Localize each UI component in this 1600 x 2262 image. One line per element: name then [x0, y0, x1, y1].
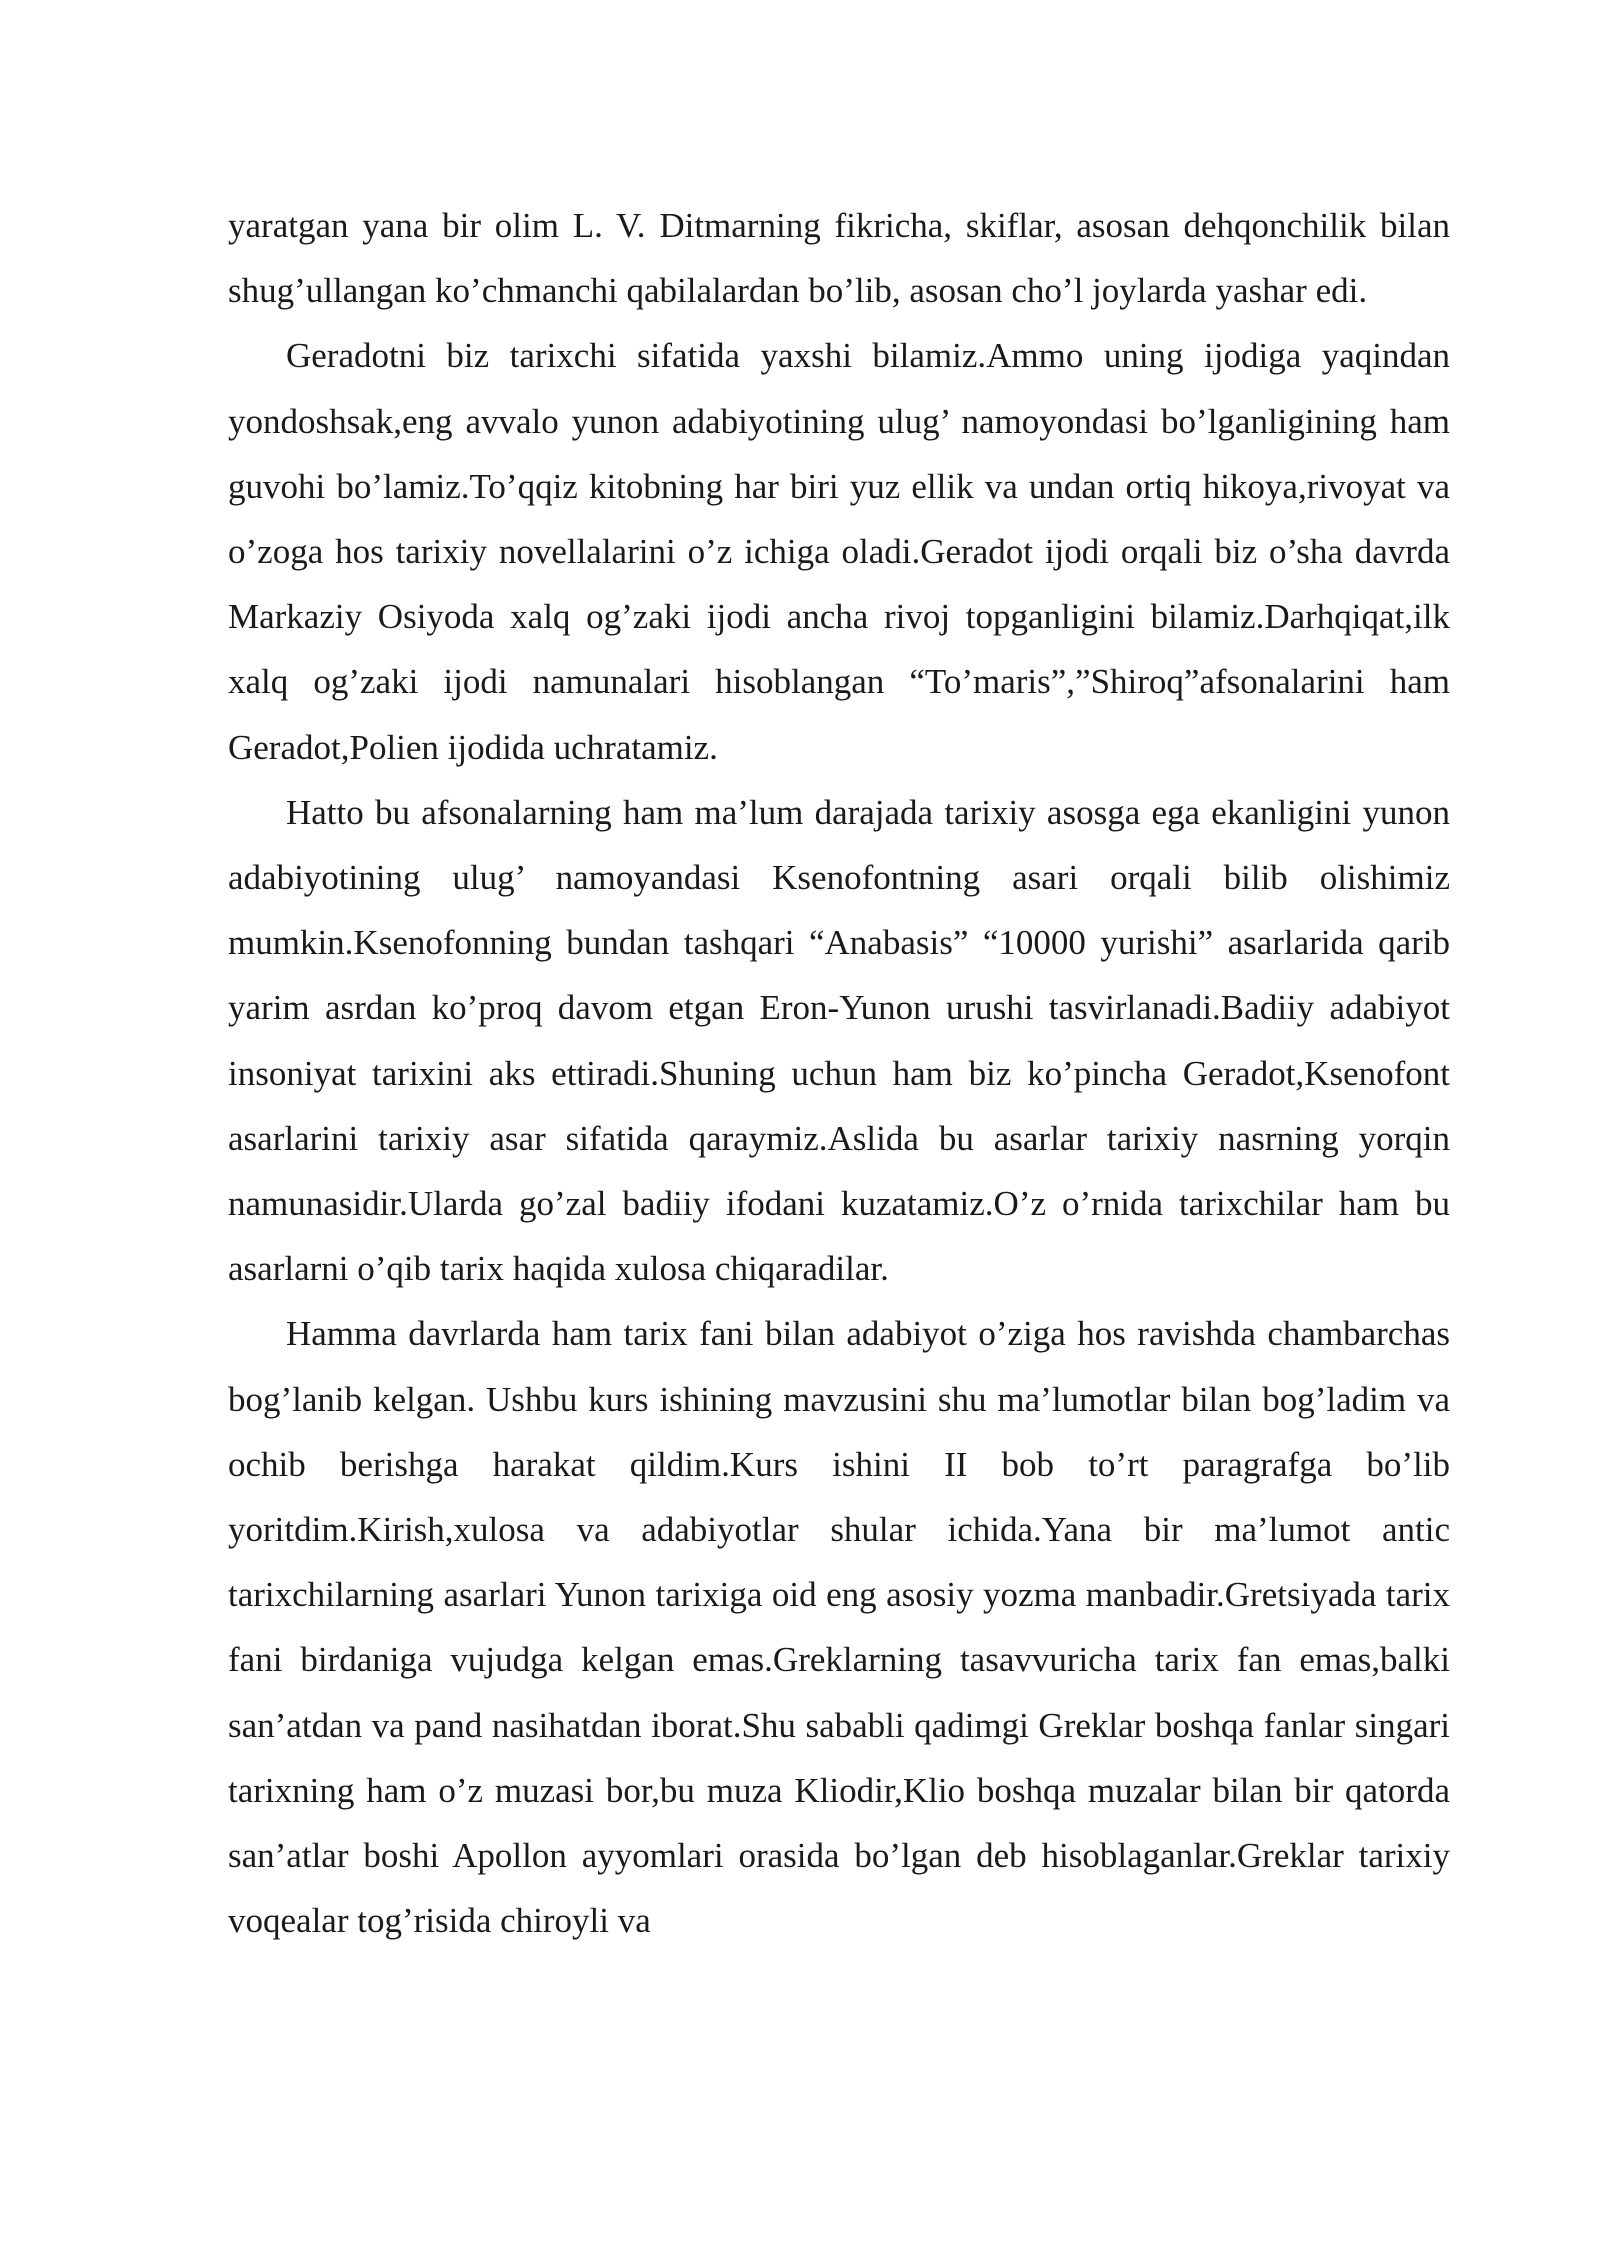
paragraph-1: yaratgan yana bir olim L. V. Ditmarning fikricha, skiflar, asosan dehqonchilik bilan shug’ullangan ko’chmanchi qabilalardan bo’lib, asosan cho’l joylarda yashar edi.	[228, 206, 1450, 311]
paragraph-2: Geradotni biz tarixchi sifatida yaxshi bilamiz.Ammo uning ijodiga yaqindan yondoshsak,eng avvalo yunon adabiyotining ulug’ namoyondasi bo’lganligining ham guvohi bo’lamiz.To’qqiz kitobning har biri yuz ellik va undan ortiq hikoya,rivoyat va o’zoga hos tarixiy novellalarini o’z ichiga oladi.Geradot ijodi orqali biz o’sha davrda Markaziy Osiyoda xalq og’zaki ijodi ancha rivoj topganligini bilamiz.Darhqiqat,ilk xalq og’zaki ijodi namunalari hisoblangan “To’maris”,”Shiroq”afsonalarini ham Geradot,Polien ijodida uchratamiz.	[228, 336, 1450, 767]
paragraph-4: Hamma davrlarda ham tarix fani bilan adabiyot o’ziga hos ravishda chambarchas bog’lanib kelgan. Ushbu kurs ishining mavzusini shu ma’lumotlar bilan bog’ladim va ochib berishga harakat qildim.Kurs ishini II bob to’rt paragrafga bo’lib yoritdim.Kirish,xulosa va adabiyotlar shular ichida.Yana bir ma’lumot antic tarixchilarning asarlari Yunon tarixiga oid eng asosiy yozma manbadir.Gretsiyada tarix fani birdaniga vujudga kelgan emas.Greklarning tasavvuricha tarix fan emas,balki san’atdan va pand nasihatdan iborat.Shu sababli qadimgi Greklar boshqa fanlar singari tarixning ham o’z muzasi bor,bu muza Kliodir,Klio boshqa muzalar bilan bir qatorda san’atlar boshi Apollon ayyomlari orasida bo’lgan deb hisoblaganlar.Greklar tarixiy voqealar tog’risida chiroyli va	[228, 1314, 1450, 1941]
paragraph-3: Hatto bu afsonalarning ham ma’lum darajada tarixiy asosga ega ekanligini yunon adabiyotining ulug’ namoyandasi Ksenofontning asari orqali bilib olishimiz mumkin.Ksenofonning bundan tashqari “Anabasis” “10000 yurishi” asarlarida qarib yarim asrdan ko’proq davom etgan Eron-Yunon urushi tasvirlanadi.Badiiy adabiyot insoniyat tarixini aks ettiradi.Shuning uchun ham biz ko’pincha Geradot,Ksenofont asarlarini tarixiy asar sifatida qaraymiz.Aslida bu asarlar tarixiy nasrning yorqin namunasidir.Ularda go’zal badiiy ifodani kuzatamiz.O’z o’rnida tarixchilar ham bu asarlarni o’qib tarix haqida xulosa chiqaradilar.	[228, 792, 1450, 1289]
document-body	[228, 193, 1450, 1953]
